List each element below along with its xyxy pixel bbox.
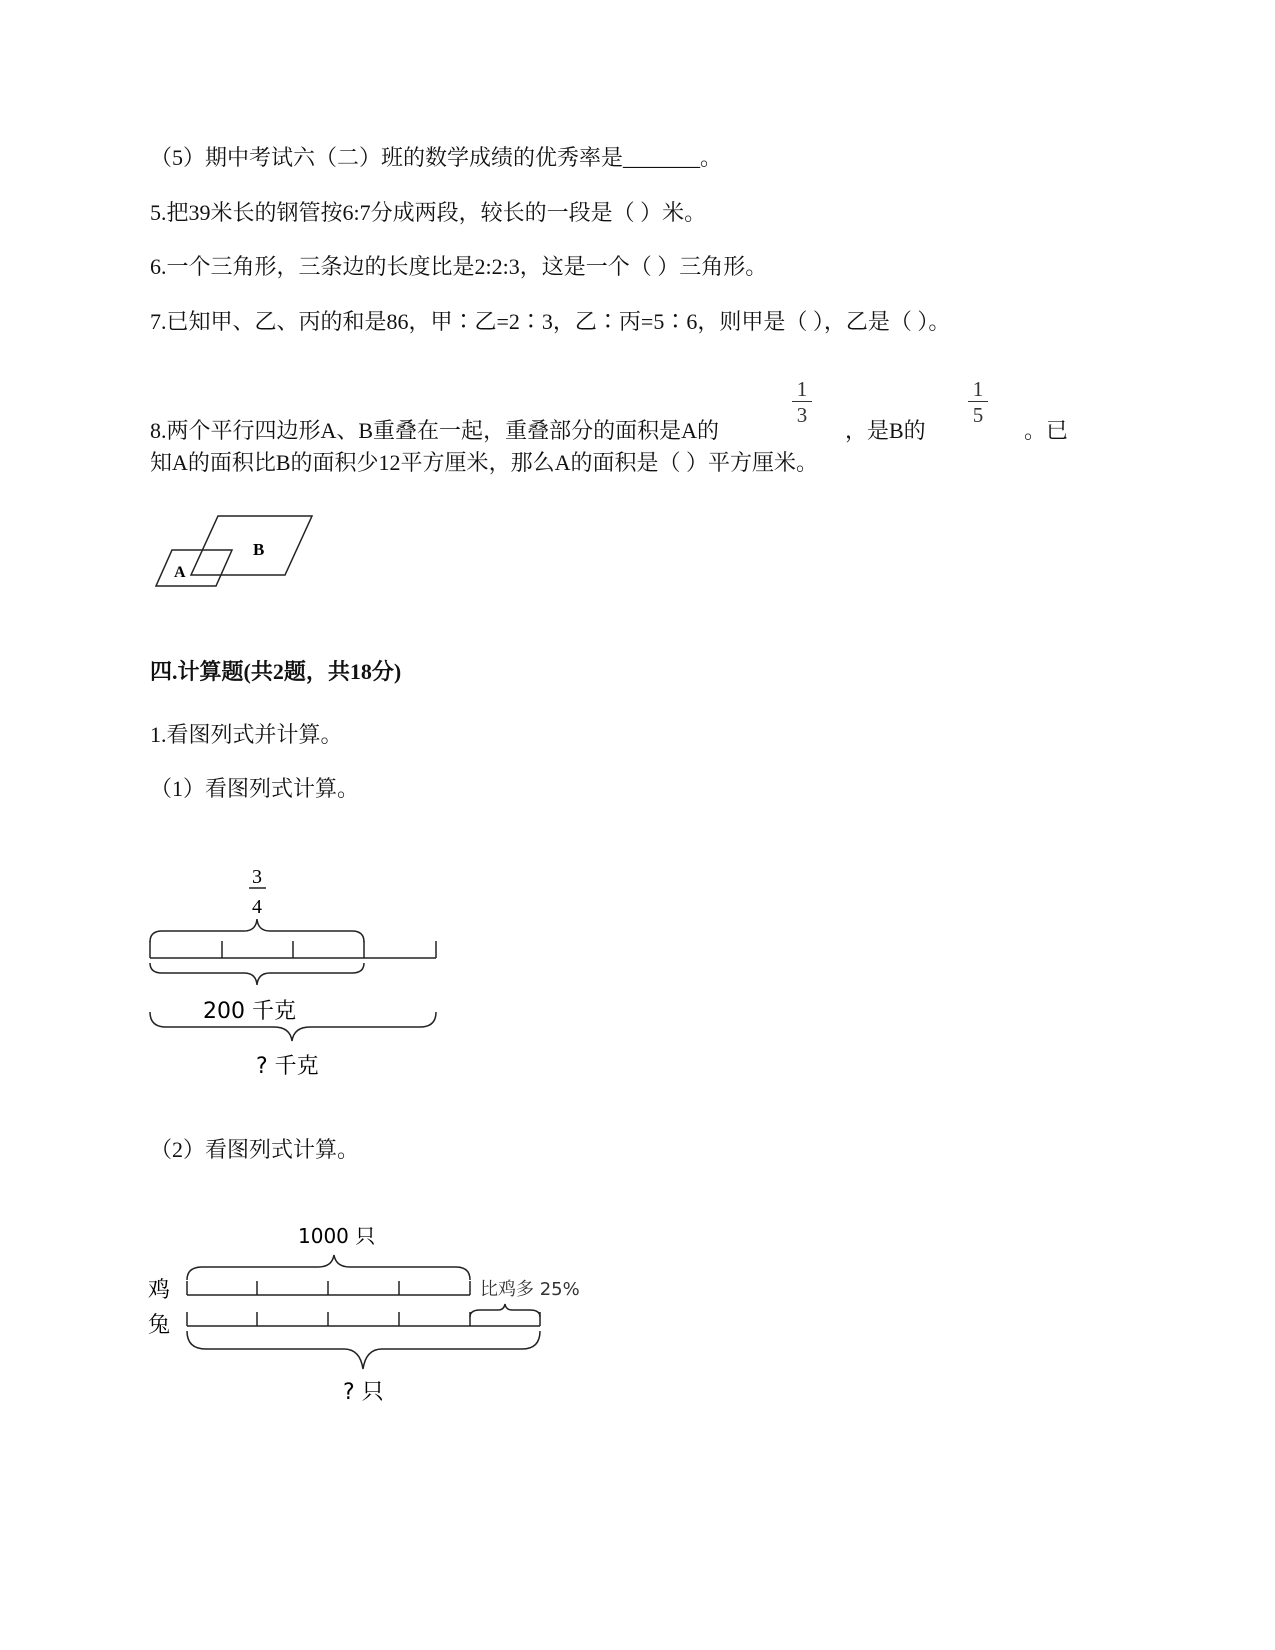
bar2-row1-label: 鸡 [148,1278,171,1303]
fraction-numerator: 1 [796,377,808,401]
bar1-unknown-label: ? 千克 [256,1054,319,1079]
calc-question-1-sub-1: （1）看图列式计算。 [150,776,360,801]
bar2-row2-label: 兔 [148,1313,171,1338]
question-4-5: （5）期中考试六（二）班的数学成绩的优秀率是_______。 [150,145,723,170]
question-7: 7.已知甲、乙、丙的和是86，甲∶乙=2∶3，乙∶丙=5∶6，则甲是（ ），乙是（ ）。 [150,309,951,334]
parallelogram-figure [150,510,330,595]
fraction-one-third [792,378,812,426]
bar-model-figure-1 [140,855,450,1085]
bar-model-figure-2 [140,1215,590,1415]
fraction-denominator: 3 [796,403,808,427]
calc-question-1: 1.看图列式并计算。 [150,722,343,747]
question-8-part3: 。已 [1024,418,1069,443]
calc-question-1-sub-2: （2）看图列式计算。 [150,1137,360,1162]
question-6: 6.一个三角形，三条边的长度比是2:2:3，这是一个（ ）三角形。 [150,254,768,279]
bar1-known-label: 200 千克 [203,999,296,1024]
fraction-denominator: 5 [972,403,984,427]
fraction-numerator: 1 [972,377,984,401]
fraction-one-fifth [968,378,988,426]
question-8-part2: ，是B的 [845,418,926,443]
bar1-fraction-denominator: 4 [252,896,262,918]
section-4-heading: 四.计算题(共2题，共18分) [150,659,402,684]
parallelogram-label-b: B [253,540,265,559]
parallelogram-label-a: A [174,564,186,581]
bar2-extra-label: 比鸡多 25% [480,1279,580,1300]
question-5: 5.把39米长的钢管按6:7分成两段，较长的一段是（ ）米。 [150,200,707,225]
question-8-line2: 知A的面积比B的面积少12平方厘米，那么A的面积是（ ）平方厘米。 [150,450,818,475]
question-8-part1: 8.两个平行四边形A、B重叠在一起，重叠部分的面积是A的 [150,418,719,443]
bar1-fraction-numerator: 3 [252,866,262,888]
bar2-unknown-label: ? 只 [343,1380,384,1405]
bar2-total-label: 1000 只 [298,1224,376,1248]
